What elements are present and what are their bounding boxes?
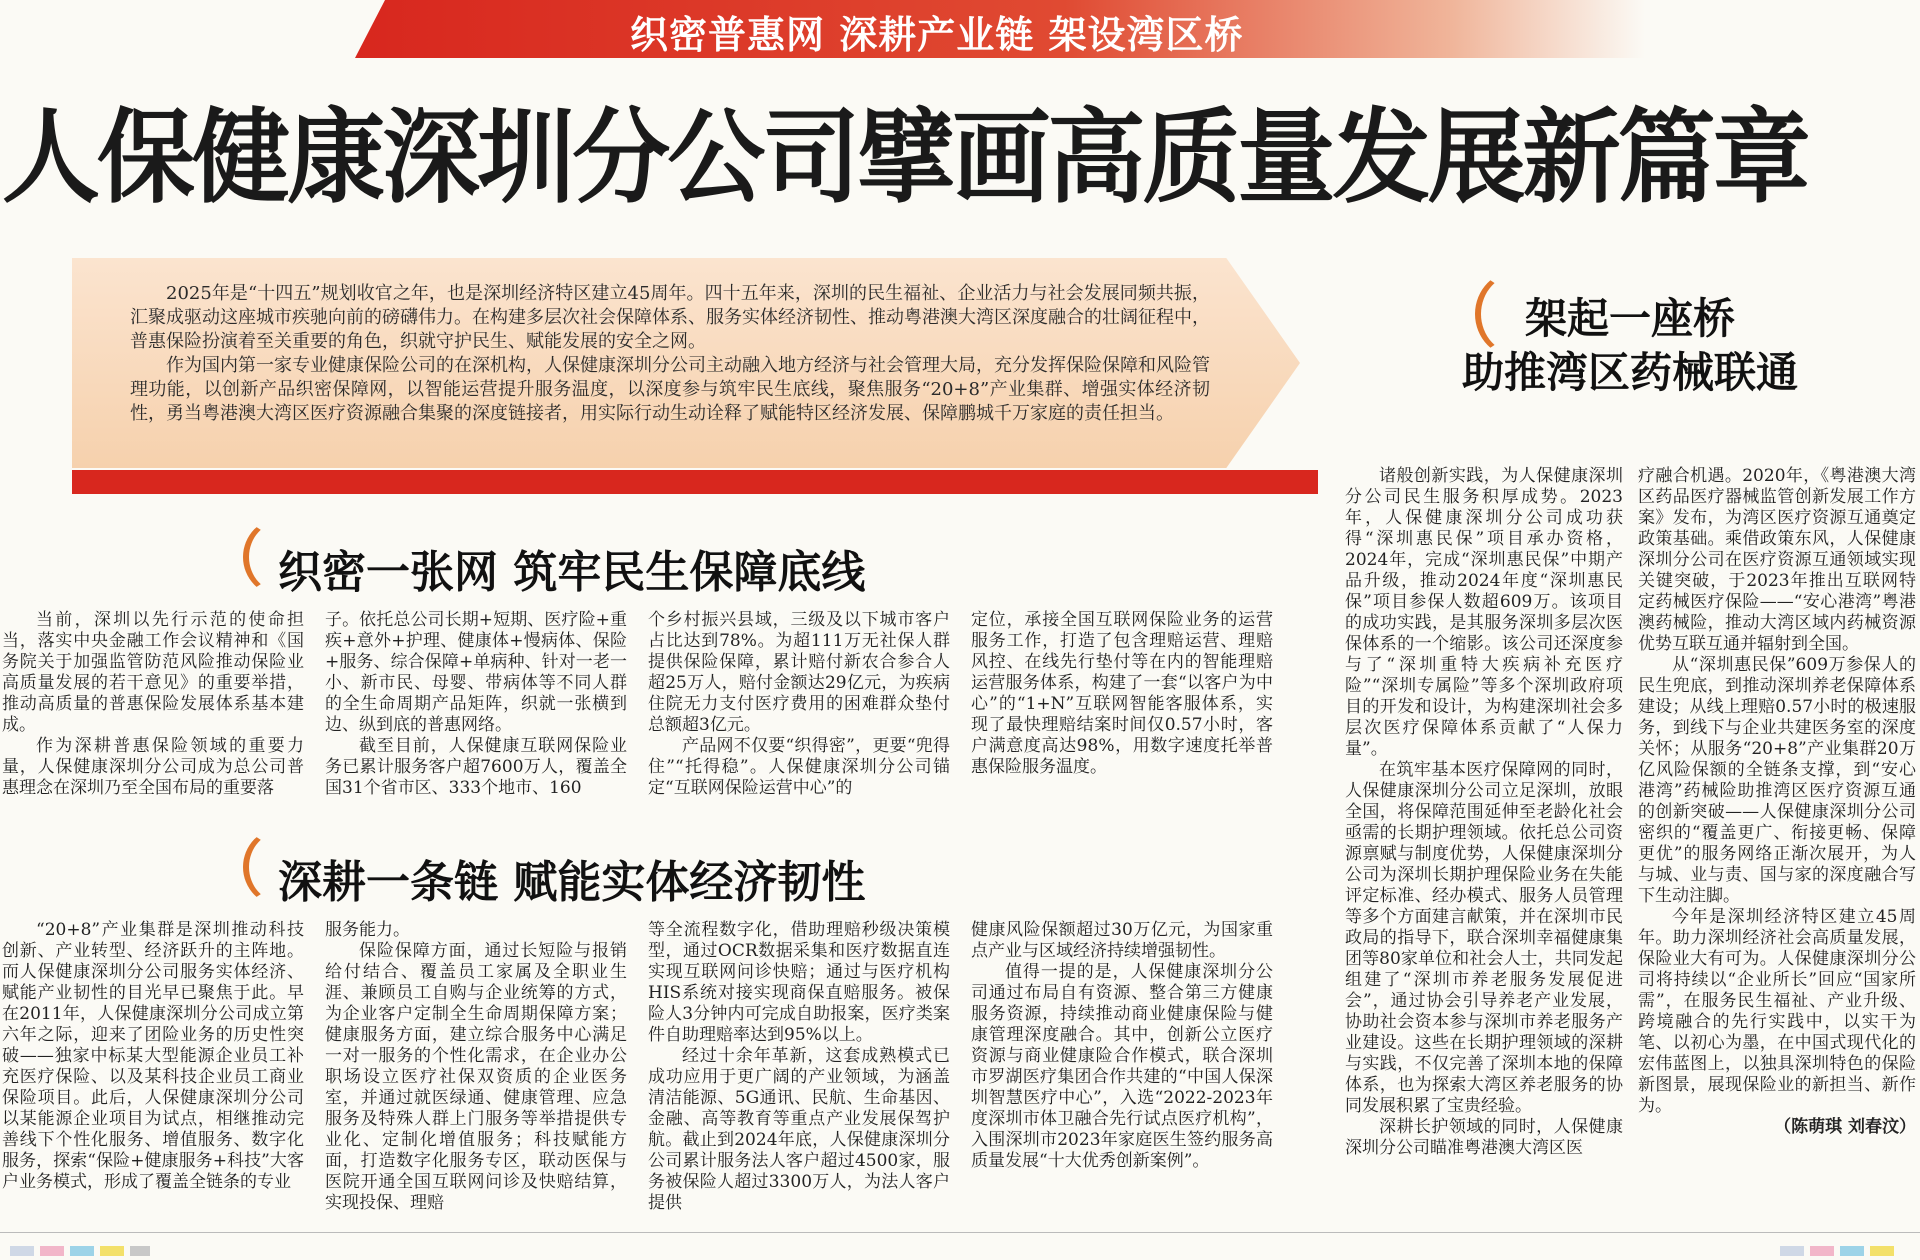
section1-column-3 [648,610,950,799]
section3-title [1420,292,1840,400]
lead-underline-bar [72,470,1318,494]
paragraph: 作为深耕普惠保险领域的重要力量，人保健康深圳分公司成为总公司普惠理念在深圳乃至全国布局的重要落 [2,736,304,798]
print-color-bar [0,1238,1920,1260]
paragraph: 今年是深圳经济特区建立45周年。助力深圳经济社会高质量发展，保险业大有可为。人保健康深圳分公司将持续以“企业所长”回应“国家所需”，在服务民生福祉、产业升级、跨境融合的先行实践中，以实干为笔、以初心为墨，在中国式现代化的宏伟蓝图上，以独具深圳特色的保险新图景，展现保险业的新担当、新作为。 [1638,907,1916,1116]
paragraph: 值得一提的是，人保健康深圳分公司通过布局自有资源、整合第三方健康服务资源，持续推动商业健康保险与健康管理深度融合。其中，创新公立医疗资源与商业健康险合作模式，联合深圳市罗湖医疗集团合作共建的“中国人保深圳智慧医疗中心”，入选“2022-2023年度深圳市体卫融合先行试点医疗机构”，入围深圳市2023年家庭医生签约服务高质量发展“十大优秀创新案例”。 [971,962,1273,1171]
paragraph: 经过十余年革新，这套成熟模式已成功应用于更广阔的产业领域，为涵盖清洁能源、5G通讯、民航、生命基因、金融、高等教育等重点产业发展保驾护航。截止到2024年底，人保健康深圳分公司累计服务法人客户超过4500家，服务被保险人超过3300万人，为法人客户提供 [648,1046,950,1213]
section3-title-line2: 助推湾区药械联通 [1461,348,1798,397]
lead-paragraph: 2025年是“十四五”规划收官之年，也是深圳经济特区建立45周年。四十五年来，深圳的民生福祉、企业活力与社会发展同频共振，汇聚成驱动这座城市疾驰向前的磅礴伟力。在构建多层次社会保障体系、服务实体经济韧性、推动粤港澳大湾区深度融合的壮阔征程中，普惠保险扮演着至关重要的角色，织就守护民生、赋能发展的安全之网。 [130,283,1210,352]
bottom-rule [0,1232,1920,1233]
byline: （陈萌琪 刘春汶） [1774,1117,1916,1137]
paragraph: 定位，承接全国互联网保险业务的运营服务工作，打造了包含理赔运营、理赔风控、在线先行垫付等在内的智能理赔运营服务体系，构建了一套“以客户为中心”的“1+N”互联网智能客服体系，实现了最快理赔结案时间仅0.57小时，客户满意度高达98%，用数字速度托举普惠保险服务温度。 [971,610,1273,777]
paragraph: 疗融合机遇。2020年，《粤港澳大湾区药品医疗器械监管创新发展工作方案》发布，为湾区医疗资源互通奠定政策基础。乘借政策东风，人保健康深圳分公司在医疗资源互通领域实现关键突破，于2023年推出互联网特定药械医疗保险——“安心港湾”粤港澳药械险，推动大湾区域内药械资源优势互联互通并辐射到全国。 [1638,466,1916,654]
section2-title: 深耕一条链 赋能实体经济韧性 [278,857,866,908]
section1-title: 织密一张网 筑牢民生保障底线 [278,547,866,598]
paragraph: 子。依托总公司长期+短期、医疗险+重疾+意外+护理、健康体+慢病体、保险+服务、综合保障+单病种、针对一老一小、新市民、母婴、带病体等不同人群的全生命周期产品矩阵，织就一张横到边、纵到底的普惠网络。 [325,610,627,735]
section3-column-1 [1345,466,1623,1159]
paragraph: 保险保障方面，通过长短险与报销给付结合、覆盖员工家属及全职业生涯、兼顾员工自购与企业统筹的方式，为企业客户定制全生命周期保障方案；健康服务方面，建立综合服务中心满足一对一服务的个性化需求，在企业办公职场设立医疗社保双资质的企业医务室，并通过就医绿通、健康管理、应急服务及特殊人群上门服务等举措提供专业化、定制化增值服务；科技赋能方面，打造数字化服务专区，联动医保与医院开通全国互联网问诊及快赔结算，实现投保、理赔 [325,941,627,1213]
section2-column-1 [2,920,304,1193]
section2-column-4 [971,920,1273,1172]
paragraph: 诸般创新实践，为人保健康深圳分公司民生服务积厚成势。2023年，人保健康深圳分公司成功获得“深圳惠民保”项目承办资格，2024年，完成“深圳惠民保”中期产品升级，推动2024年度“深圳惠民保”项目参保人数超609万。该项目的成功实践，是其服务深圳多层次医保体系的一个缩影。该公司还深度参与了“深圳重特大疾病补充医疗险”“深圳专属险”等多个深圳政府项目的开发和设计，为构建深圳社会多层次医疗保障体系贡献了“人保力量”。 [1345,466,1623,759]
lead-text [130,282,1210,426]
section3-title-line1: 架起一座桥 [1524,294,1735,343]
section2-column-2 [325,920,627,1214]
section3-column-2 [1638,466,1916,1138]
lead-paragraph: 作为国内第一家专业健康保险公司的在深机构，人保健康深圳分公司主动融入地方经济与社会管理大局，充分发挥保险保障和风险管理功能，以创新产品织密保障网，以智能运营提升服务温度，以深度参与筑牢民生底线，聚焦服务“20+8”产业集群、增强实体经济韧性，勇当粤港澳大湾区医疗资源融合集聚的深度链接者，用实际行动生动诠释了赋能特区经济发展、保障鹏城千万家庭的责任担当。 [130,355,1210,424]
paragraph: 当前，深圳以先行示范的使命担当，落实中央金融工作会议精神和《国务院关于加强监管防范风险推动保险业高质量发展的若干意见》的重要举措，推动高质量的普惠保险发展体系基本建成。 [2,610,304,735]
section1-column-1 [2,610,304,799]
section1-column-4 [971,610,1273,778]
paragraph: 从“深圳惠民保”609万参保人的民生兜底，到推动深圳养老保障体系建设；从线上理赔0.57小时的极速服务，到线下与企业共建医务室的深度关怀；从服务“20+8”产业集群20万亿风险保额的全链条支撑，到“安心港湾”药械险助推湾区医疗资源互通的创新突破——人保健康深圳分公司密织的“覆盖更广、衔接更畅、保障更优”的服务网络正渐次展开，为人与城、业与责、国与家的深度融合写下生动注脚。 [1638,655,1916,906]
paragraph: 个乡村振兴县域，三级及以下城市客户占比达到78%。为超111万无社保人群提供保险保障，累计赔付新农合参合人超25万人，赔付金额达29亿元，为疾病住院无力支付医疗费用的困难群众垫付总额超3亿元。 [648,610,950,735]
paragraph: 在筑牢基本医疗保障网的同时，人保健康深圳分公司立足深圳，放眼全国，将保障范围延伸至老龄化社会亟需的长期护理领域。依托总公司资源禀赋与制度优势，人保健康深圳分公司为深圳长期护理保险业务在失能评定标准、经办模式、服务人员管理等多个方面建言献策，并在深圳市民政局的指导下，联合深圳幸福健康集团等80家单位和社会人士，共同发起组建了“深圳市养老服务发展促进会”，通过协会引导养老产业发展，协助社会资本参与深圳市养老服务产业建设。这些在长期护理领域的深耕与实践，不仅完善了深圳本地的保障体系，也为探索大湾区养老服务的协同发展积累了宝贵经验。 [1345,760,1623,1116]
paragraph: 深耕长护领域的同时，人保健康深圳分公司瞄准粤港澳大湾区医 [1345,1117,1623,1158]
paragraph: “20+8”产业集群是深圳推动科技创新、产业转型、经济跃升的主阵地。而人保健康深圳分公司服务实体经济、赋能产业韧性的目光早已聚焦于此。早在2011年，人保健康深圳分公司成立第六年之际，迎来了团险业务的历史性突破——独家中标某大型能源企业员工补充医疗保险、以及某科技企业员工商业保险项目。此后，人保健康深圳分公司以某能源企业项目为试点，相继推动完善线下个性化服务、增值服务、数字化服务，探索“保险+健康服务+科技”大客户业务模式，形成了覆盖全链条的专业 [2,920,304,1192]
paragraph: 服务能力。 [325,920,410,940]
paragraph: 截至目前，人保健康互联网保险业务已累计服务客户超7600万人，覆盖全国31个省市区、333个地市、160 [325,736,627,798]
banner-text: 织密普惠网 深耕产业链 架设湾区桥 [630,12,1244,57]
section1-column-2 [325,610,627,799]
paragraph: 等全流程数字化，借助理赔秒级决策模型，通过OCR数据采集和医疗数据直连实现互联网问诊快赔；通过与医疗机构HIS系统对接实现商保直赔服务。被保险人3分钟内可完成自助报案，医疗类案件自助理赔率达到95%以上。 [648,920,950,1045]
section2-column-3 [648,920,950,1214]
page-headline: 人保健康深圳分公司擘画高质量发展新篇章 [2,99,1808,218]
paragraph: 产品网不仅要“织得密”，更要“兜得住”“托得稳”。人保健康深圳分公司锚定“互联网保险运营中心”的 [648,736,950,798]
paragraph: 健康风险保额超过30万亿元，为国家重点产业与区域经济持续增强韧性。 [971,920,1273,961]
